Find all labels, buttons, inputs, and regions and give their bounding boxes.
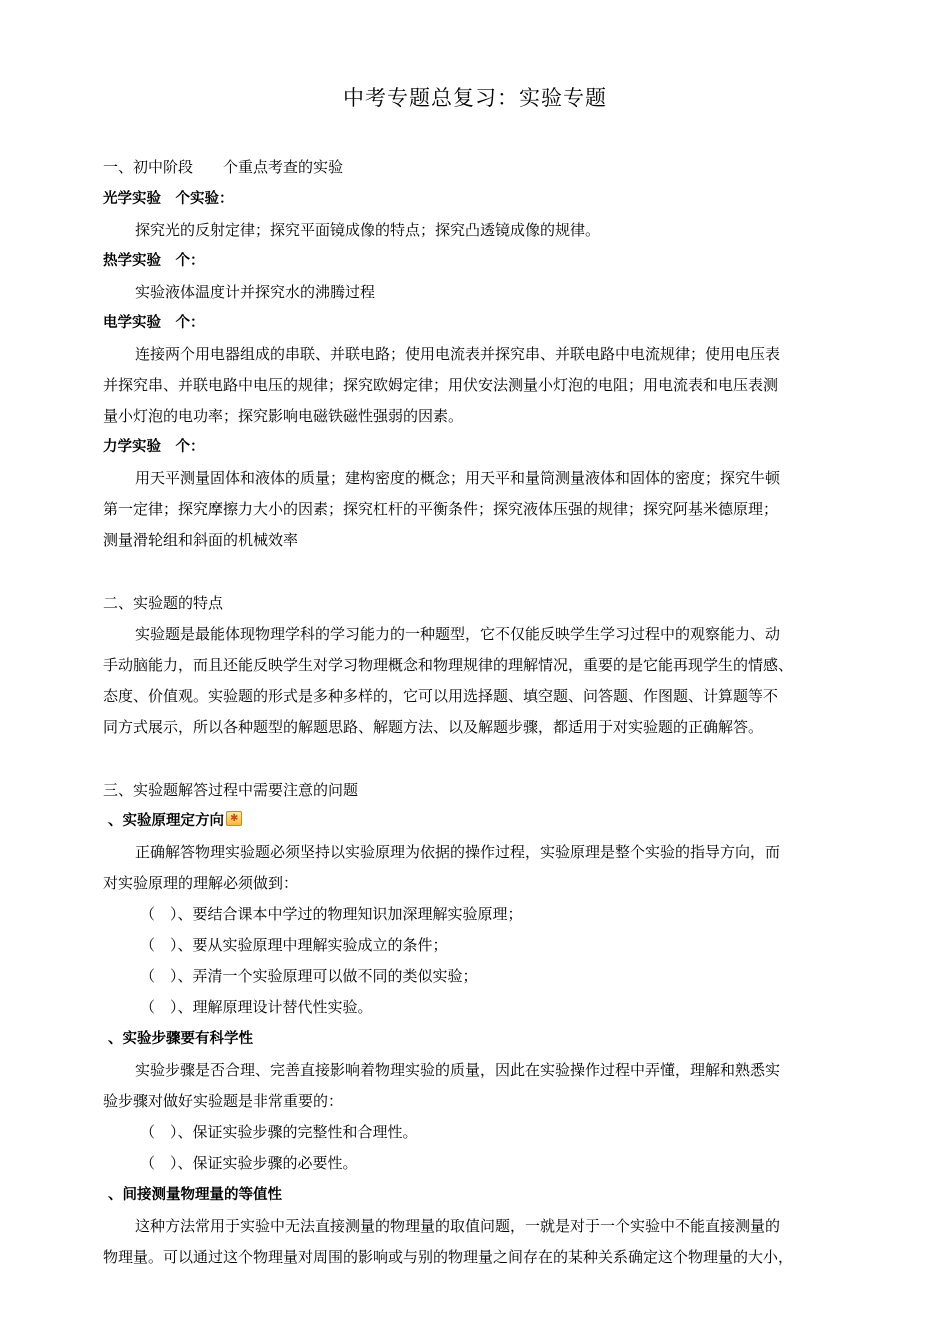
sub1-item-2: （ ）、要从实验原理中理解实验成立的条件； — [140, 936, 448, 954]
page-title: 中考专题总复习：实验专题 — [343, 86, 607, 110]
mechanics-heading: 力学实验 个： — [103, 439, 205, 455]
sub1-heading-row — [108, 811, 242, 831]
mechanics-line-1: 用天平测量固体和液体的质量；建构密度的概念；用天平和量筒测量液体和固体的密度；探究牛顿 — [135, 469, 781, 487]
sub1-heading: 、实验原理定方向 — [108, 813, 224, 829]
thermal-text: 实验液体温度计并探究水的沸腾过程 — [135, 283, 376, 301]
sub3-line-2: 物理量。可以通过这个物理量对周围的影响或与别的物理量之间存在的某种关系确定这个物理量的大小， — [103, 1248, 794, 1266]
sub2-item-1: （ ）、保证实验步骤的完整性和合理性。 — [140, 1123, 418, 1141]
section-2-line-1: 实验题是最能体现物理学科的学习能力的一种题型，它不仅能反映学生学习过程中的观察能力、动 — [135, 625, 781, 643]
section-2-heading: 二、实验题的特点 — [103, 594, 224, 612]
sub1-line-1: 正确解答物理实验题必须坚持以实验原理为依据的操作过程，实验原理是整个实验的指导方向，而 — [135, 843, 781, 861]
electric-line-1: 连接两个用电器组成的串联、并联电路；使用电流表并探究串、并联电路中电流规律；使用电压表 — [135, 345, 781, 363]
section-2-line-3: 态度、价值观。实验题的形式是多种多样的，它可以用选择题、填空题、问答题、作图题、计算题等不 — [103, 687, 779, 705]
sub2-heading: 、实验步骤要有科学性 — [108, 1031, 253, 1047]
sub1-item-3: （ ）、弄清一个实验原理可以做不同的类似实验； — [140, 967, 478, 985]
sub2-item-2: （ ）、保证实验步骤的必要性。 — [140, 1154, 358, 1172]
section-3-heading: 三、实验题解答过程中需要注意的问题 — [103, 781, 359, 799]
sub1-line-2: 对实验原理的理解必须做到： — [103, 874, 299, 892]
mechanics-line-3: 测量滑轮组和斜面的机械效率 — [103, 531, 299, 549]
sub2-line-2: 验步骤对做好实验题是非常重要的： — [103, 1092, 344, 1110]
optics-heading: 光学实验 个实验： — [103, 191, 234, 207]
electric-line-2: 并探究串、并联电路中电压的规律；探究欧姆定律；用伏安法测量小灯泡的电阻；用电流表和电压表测 — [103, 376, 779, 394]
thermal-heading: 热学实验 个： — [103, 253, 205, 269]
section-2-line-2: 手动脑能力，而且还能反映学生对学习物理概念和物理规律的理解情况，重要的是它能再现学生的情感、 — [103, 656, 794, 674]
electric-heading: 电学实验 个： — [103, 315, 205, 331]
mechanics-line-2: 第一定律；探究摩擦力大小的因素；探究杠杆的平衡条件；探究液体压强的规律；探究阿基米德原理； — [103, 500, 779, 518]
attachment-icon[interactable] — [226, 811, 242, 826]
sub1-item-4: （ ）、理解原理设计替代性实验。 — [140, 998, 373, 1016]
sub3-heading: 、间接测量物理量的等值性 — [108, 1187, 282, 1203]
electric-line-3: 量小灯泡的电功率；探究影响电磁铁磁性强弱的因素。 — [103, 407, 464, 425]
section-1-heading: 一、初中阶段 个重点考查的实验 — [103, 158, 344, 176]
sub3-line-1: 这种方法常用于实验中无法直接测量的物理量的取值问题，一就是对于一个实验中不能直接测量的 — [135, 1217, 781, 1235]
sub1-item-1: （ ）、要结合课本中学过的物理知识加深理解实验原理； — [140, 905, 523, 923]
sub2-line-1: 实验步骤是否合理、完善直接影响着物理实验的质量，因此在实验操作过程中弄懂，理解和熟悉实 — [135, 1061, 781, 1079]
section-2-line-4: 同方式展示，所以各种题型的解题思路、解题方法、以及解题步骤，都适用于对实验题的正确解答。 — [103, 718, 764, 736]
optics-text: 探究光的反射定律；探究平面镜成像的特点；探究凸透镜成像的规律。 — [135, 221, 601, 239]
